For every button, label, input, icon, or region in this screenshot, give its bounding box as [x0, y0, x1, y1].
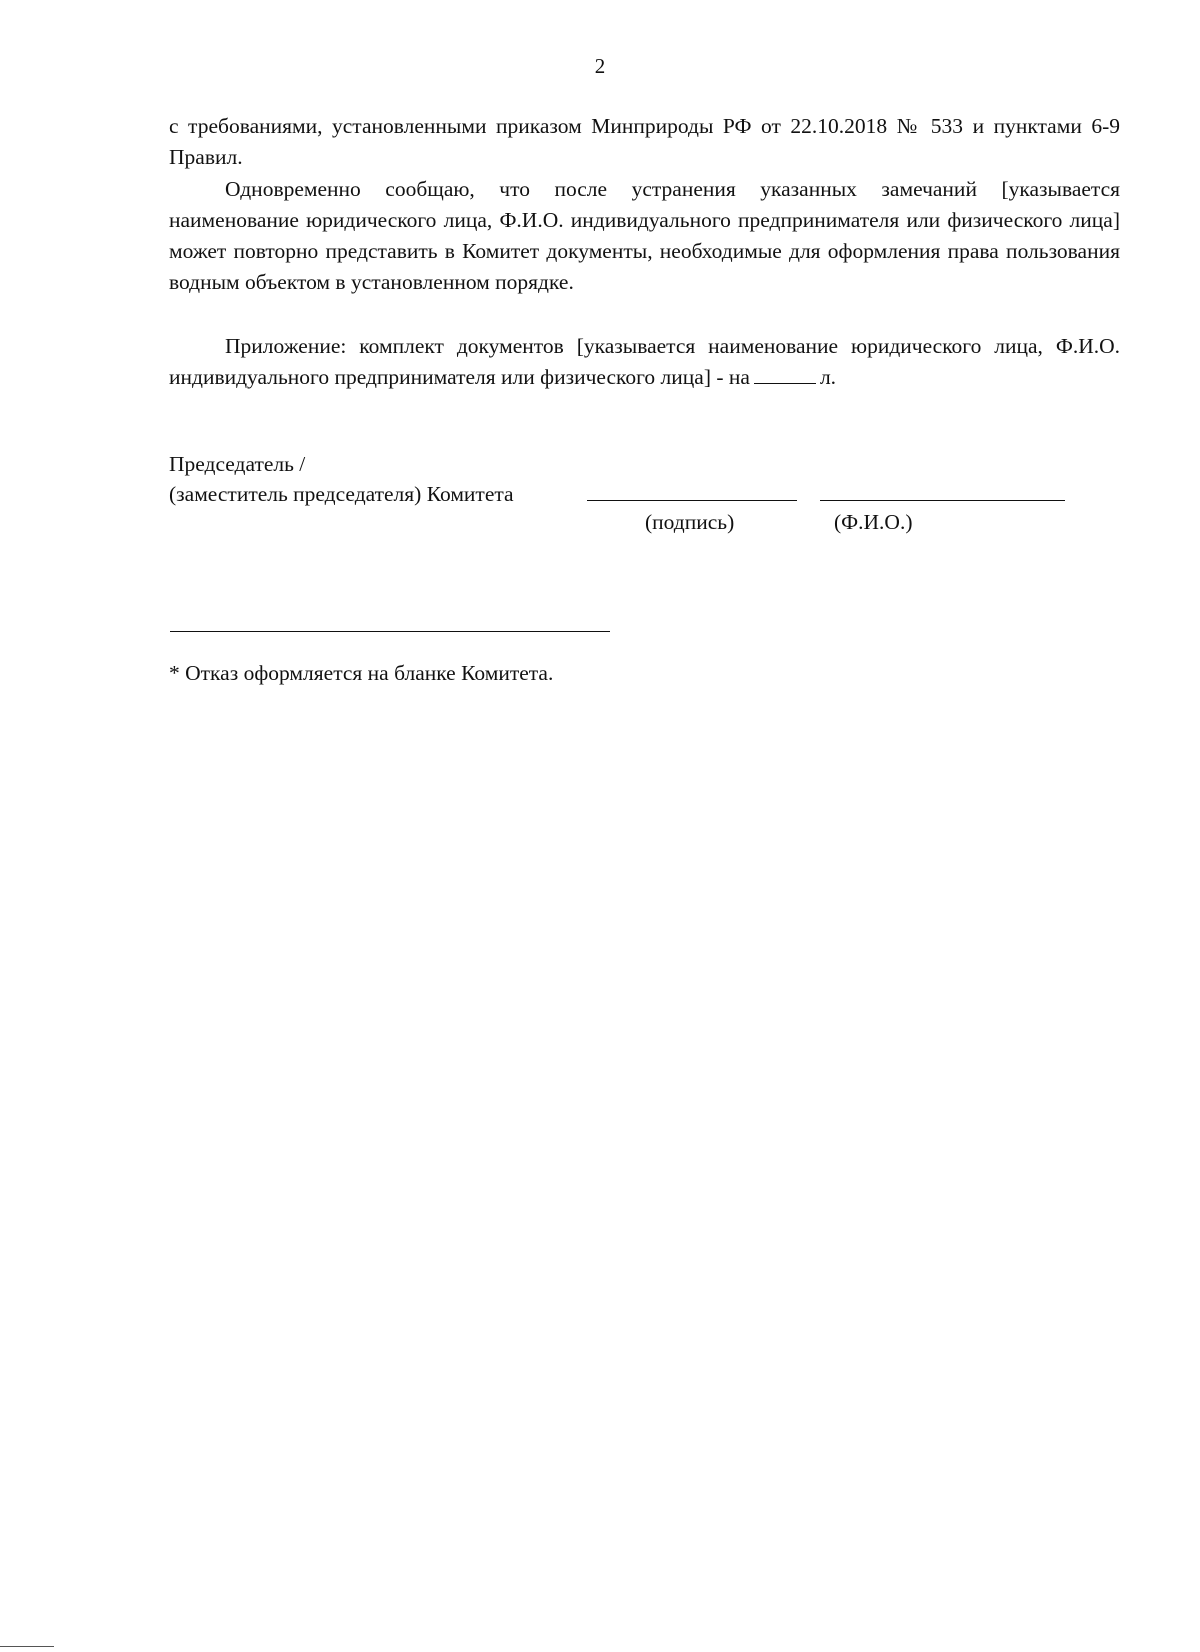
body-paragraph-attachment — [169, 331, 1120, 393]
body-paragraph-requirements: с требованиями, установленными приказом Минприроды РФ от 22.10.2018 № 533 и пунктами 6-9 Правил. — [169, 114, 1120, 169]
page-count-blank — [754, 365, 816, 384]
body-paragraph-notice: Одновременно сообщаю, что после устранения указанных замечаний [указывается наименование юридического лица, Ф.И.О. индивидуального предпринимателя или физического лица] может повторно представить в Комитет документы, необходимые для оформления права пользования водным объектом в установленном порядке. — [169, 177, 1120, 294]
attachment-suffix: л. — [819, 365, 837, 389]
attachment-text: Приложение: комплект документов [указывается наименование юридического лица, Ф.И.О. индивидуального предпринимателя или физического лица] - на — [169, 334, 1120, 389]
page-number: 2 — [594, 54, 606, 78]
signatory-title-line-1: Председатель / — [169, 452, 306, 476]
name-blank — [820, 500, 1065, 501]
footnote-divider — [170, 631, 610, 632]
signatory-title-line-2: (заместитель председателя) Комитета — [169, 482, 514, 506]
signature-caption: (подпись) — [645, 510, 735, 534]
signature-blank — [587, 500, 797, 501]
scan-edge-mark — [0, 1646, 54, 1647]
footnote-text: * Отказ оформляется на бланке Комитета. — [169, 661, 554, 685]
name-caption: (Ф.И.О.) — [834, 510, 913, 534]
